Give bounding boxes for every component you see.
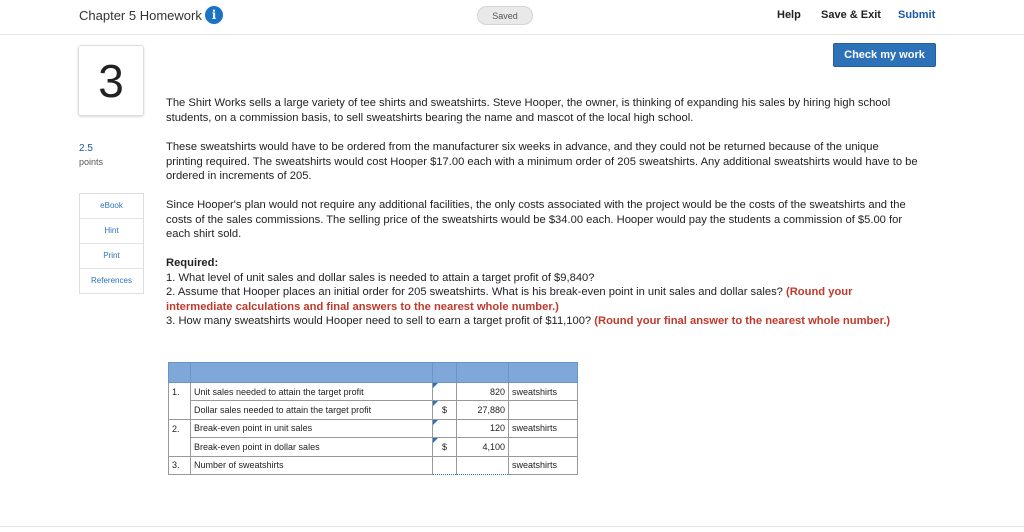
table-row xyxy=(169,419,578,437)
sweatshirts-needed-input[interactable] xyxy=(457,456,509,474)
input-marker-icon xyxy=(433,420,438,425)
print-button[interactable]: Print xyxy=(80,244,143,269)
check-my-work-button[interactable]: Check my work xyxy=(833,43,936,67)
required-heading: Required: xyxy=(166,257,219,269)
table-row xyxy=(169,438,578,456)
dollar-sign-cell xyxy=(433,383,457,401)
problem-paragraph-2: These sweatshirts would have to be ordered from the manufacturer six weeks in advance, and they could not be returned because of the unique printing required. The sweatshirts would cost Hooper $17.00 each with a minimum order of 205 sweatshirts. Any additional sweatshirts would have to be ordered in increments of 205. xyxy=(166,141,918,182)
requirements-block xyxy=(166,256,918,329)
problem-paragraph-1: The Shirt Works sells a large variety of tee shirts and sweatshirts. Steve Hooper, the owner, is thinking of expanding his sales by hiring high school students, on a commission basis, to sell sweatshirts bearing the name and mascot of the local high school. xyxy=(166,97,891,124)
unit-label xyxy=(509,438,578,456)
row-label: Break-even point in dollar sales xyxy=(191,438,433,456)
top-bar xyxy=(0,0,1024,35)
assignment-title: Chapter 5 Homework xyxy=(79,8,202,23)
requirement-3 xyxy=(166,314,918,329)
requirement-2-note: (Round your intermediate calculations and final answers to the nearest whole number.) xyxy=(166,286,853,313)
row-label: Break-even point in unit sales xyxy=(191,419,433,437)
input-marker-icon xyxy=(433,438,438,443)
saved-status-badge: Saved xyxy=(477,6,533,25)
hint-button[interactable]: Hint xyxy=(80,219,143,244)
row-label: Dollar sales needed to attain the target profit xyxy=(191,401,433,419)
row-number: 3. xyxy=(169,456,191,474)
input-marker-icon xyxy=(433,383,438,388)
unit-label: sweatshirts xyxy=(509,383,578,401)
dollar-sales-target-input[interactable]: 27,880 xyxy=(457,401,509,419)
requirement-3-text: 3. How many sweatshirts would Hooper need to sell to earn a target profit of $11,100? xyxy=(166,315,595,327)
save-exit-link[interactable]: Save & Exit xyxy=(821,9,881,21)
unit-label xyxy=(509,401,578,419)
break-even-dollars-input[interactable]: 4,100 xyxy=(457,438,509,456)
references-button[interactable]: References xyxy=(91,276,132,285)
ebook-button[interactable]: eBook xyxy=(80,194,143,219)
requirement-3-note: (Round your final answer to the nearest whole number.) xyxy=(594,315,891,327)
requirement-2 xyxy=(166,285,918,314)
break-even-units-input[interactable]: 120 xyxy=(457,419,509,437)
table-header-row xyxy=(169,363,578,383)
problem-paragraph-3: Since Hooper's plan would not require any additional facilities, the only costs associated with the project would be the costs of the sweatshirts and the costs of the sales commissions. The selling price of the sweatshirts would be $34.00 each. Hooper would pay the students a commission of $5.00 for each shirt sold. xyxy=(166,199,906,240)
info-icon[interactable]: i xyxy=(205,6,223,24)
unit-label: sweatshirts xyxy=(509,419,578,437)
answer-table xyxy=(168,362,578,475)
footer-divider xyxy=(0,526,1024,527)
dollar-sign-cell xyxy=(433,456,457,474)
points-value: 2.5 xyxy=(79,143,93,154)
resource-buttons xyxy=(79,193,144,294)
dollar-sign-cell: $ xyxy=(433,438,457,456)
row-label: Number of sweatshirts xyxy=(191,456,433,474)
help-link[interactable]: Help xyxy=(777,9,801,21)
dollar-sign-cell: $ xyxy=(433,401,457,419)
row-number xyxy=(169,438,191,456)
table-row xyxy=(169,383,578,401)
requirement-2-text: 2. Assume that Hooper places an initial order for 205 sweatshirts. What is his break-even point in unit sales and dollar sales? xyxy=(166,286,786,298)
row-label: Unit sales needed to attain the target profit xyxy=(191,383,433,401)
row-number: 2. xyxy=(169,419,191,437)
row-number xyxy=(169,401,191,419)
unit-sales-target-input[interactable]: 820 xyxy=(457,383,509,401)
row-number: 1. xyxy=(169,383,191,401)
input-marker-icon xyxy=(433,401,438,406)
requirement-1: 1. What level of unit sales and dollar sales is needed to attain a target profit of $9,840? xyxy=(166,271,595,284)
table-row xyxy=(169,456,578,474)
submit-link[interactable]: Submit xyxy=(898,9,936,21)
table-row xyxy=(169,401,578,419)
points-label: points xyxy=(79,157,104,167)
dollar-sign-cell xyxy=(433,419,457,437)
question-number: 3 xyxy=(78,45,144,116)
unit-label: sweatshirts xyxy=(509,456,578,474)
